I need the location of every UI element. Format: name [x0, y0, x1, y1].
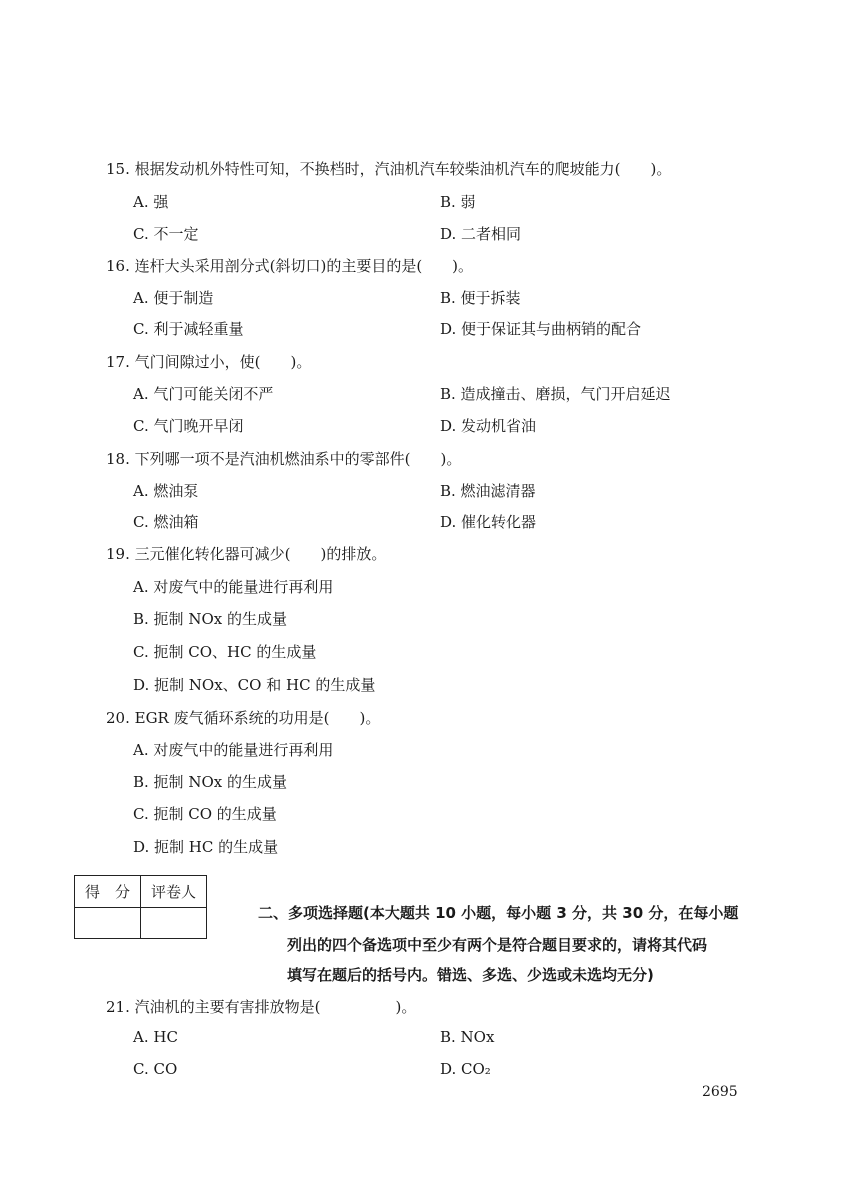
score-box: [74, 875, 207, 939]
q19-option-c: C. 扼制 CO、HC 的生成量: [133, 643, 317, 661]
q20-option-a: A. 对废气中的能量进行再利用: [133, 741, 334, 759]
grader-cell: [141, 908, 207, 939]
q18-option-a: A. 燃油泵: [133, 482, 199, 500]
q20-option-c: C. 扼制 CO 的生成量: [133, 805, 277, 823]
q15-option-c: C. 不一定: [133, 225, 199, 243]
q16-option-d: D. 便于保证其与曲柄销的配合: [440, 320, 642, 338]
section-2-instructions-line2: 列出的四个备选项中至少有两个是符合题目要求的，请将其代码: [287, 936, 708, 954]
q17-option-c: C. 气门晚开早闭: [133, 417, 244, 435]
q17-option-a: A. 气门可能关闭不严: [133, 385, 274, 403]
q20-option-b: B. 扼制 NOx 的生成量: [133, 773, 287, 791]
q16-option-a: A. 便于制造: [133, 289, 214, 307]
question-21-stem: 21. 汽油机的主要有害排放物是( )。: [106, 998, 417, 1016]
q15-option-a: A. 强: [133, 193, 169, 211]
q18-option-b: B. 燃油滤清器: [440, 482, 536, 500]
q19-option-a: A. 对废气中的能量进行再利用: [133, 578, 334, 596]
page-number: 2695: [702, 1084, 738, 1100]
score-cell: [75, 908, 141, 939]
q21-option-b: B. NOx: [440, 1028, 495, 1046]
section-2-title: 二、多项选择题(本大题共 10 小题，每小题 3 分，共 30 分，在每小题: [258, 904, 739, 922]
q16-option-b: B. 便于拆装: [440, 289, 521, 307]
question-15-stem: 15. 根据发动机外特性可知，不换档时，汽油机汽车较柴油机汽车的爬坡能力( )。: [106, 160, 672, 178]
question-17-stem: 17. 气门间隙过小，使( )。: [106, 353, 312, 371]
q18-option-c: C. 燃油箱: [133, 513, 199, 531]
score-label: 得 分: [75, 876, 141, 908]
q19-option-b: B. 扼制 NOx 的生成量: [133, 610, 287, 628]
question-20-stem: 20. EGR 废气循环系统的功用是( )。: [106, 709, 381, 727]
q20-option-d: D. 扼制 HC 的生成量: [133, 838, 279, 856]
q15-option-b: B. 弱: [440, 193, 476, 211]
grader-label: 评卷人: [141, 876, 207, 908]
q17-option-b: B. 造成撞击、磨损，气门开启延迟: [440, 385, 671, 403]
section-2-instructions-line3: 填写在题后的括号内。错选、多选、少选或未选均无分): [287, 966, 654, 984]
question-16-stem: 16. 连杆大头采用剖分式(斜切口)的主要目的是( )。: [106, 257, 474, 275]
q16-option-c: C. 利于减轻重量: [133, 320, 244, 338]
question-19-stem: 19. 三元催化转化器可减少( )的排放。: [106, 545, 387, 563]
q15-option-d: D. 二者相同: [440, 225, 522, 243]
q21-option-c: C. CO: [133, 1060, 178, 1078]
q18-option-d: D. 催化转化器: [440, 513, 537, 531]
q17-option-d: D. 发动机省油: [440, 417, 537, 435]
q19-option-d: D. 扼制 NOx、CO 和 HC 的生成量: [133, 676, 376, 694]
question-18-stem: 18. 下列哪一项不是汽油机燃油系中的零部件( )。: [106, 450, 462, 468]
q21-option-a: A. HC: [133, 1028, 178, 1046]
q21-option-d: D. CO₂: [440, 1060, 491, 1078]
